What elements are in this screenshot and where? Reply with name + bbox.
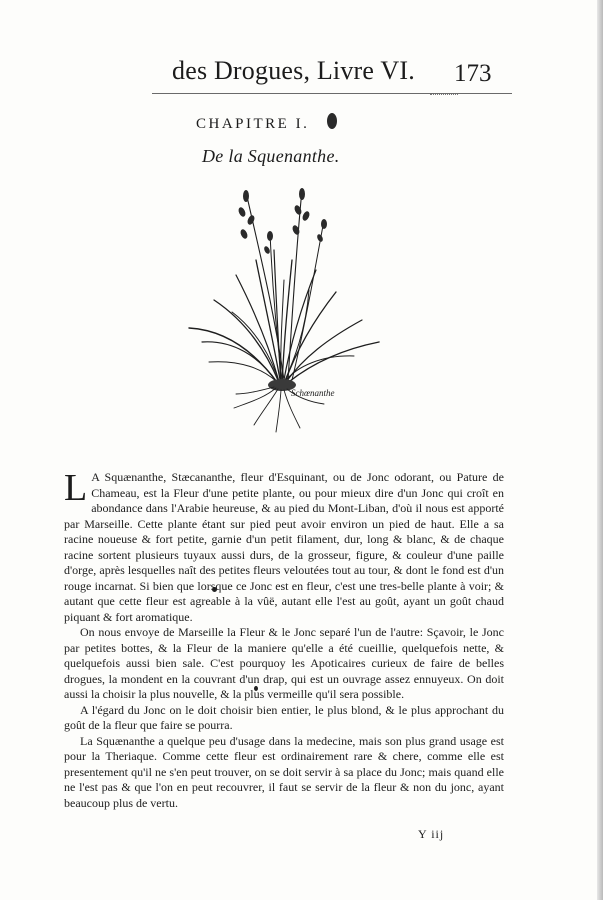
paragraph-3: A l'égard du Jonc on le doit choisir bien entier, le plus blond, & le plus approchant du goût de la fleur que faire se pourra. <box>64 702 504 732</box>
grass-plant-engraving-icon <box>184 180 384 438</box>
header-rule-ornament <box>430 94 458 97</box>
ink-blot <box>327 113 337 129</box>
scan-edge-shadow <box>597 0 603 900</box>
chapter-heading: CHAPITRE I. <box>196 116 310 132</box>
paragraph-1 <box>64 467 504 625</box>
paragraph-2: On nous envoye de Marseille la Fleur & le Jonc separé l'un de l'autre: Sçavoir, le Jonc par petites bottes, & la Fleur de la maniere qu'elle a été cueillie, quelquefois nette, & quelquefois aussi bien sale. C'est pourquoy les Apoticaires curieux de faire de belles drogues, la mondent en la couvrant d'un drap, qui est un ouvrage assez ennuyeux. On doit aussi la choisir la plus nouvelle, & la plus vermeille qu'il sera possible. <box>64 625 504 701</box>
chapter-subtitle: De la Squenanthe. <box>202 146 340 166</box>
signature-mark: Y iij <box>418 827 445 841</box>
drop-cap: L <box>64 467 88 509</box>
paragraph-1-text: A Squænanthe, Stæcananthe, fleur d'Esquinant, ou de Jonc odorant, ou Pature de Chameau, est la Fleur d'une petite plante, ou pour mieux dire d'un Jonc qui croît en abondance dans l'Arabie heureuse, & au pied du Mont-Liban, d'où il nous est apporté par Marseille. Cette plante étant sur pied peut avoir environ un pied de haut. Elle a sa racine noueuse & fort petite, garnie d'un petit filament, dur, long & blanc, & de chaque racine sortent plusieurs tuyaux aussi durs, de la grosseur, figure, & couleur d'une paille d'orge, après lesquelles naît des petites fleurs veloutées tout au tour, & dont le fond est d'un rouge incarnat. Si bien que lorsque ce Jonc est en fleur, c'est une tres-belle plante à voir; & autant que cette fleur est agreable à la vûë, autant elle l'est au goût, ayant un goût chaud piquant & fort aromatique. <box>64 470 504 624</box>
paragraph-4: La Squænanthe a quelque peu d'usage dans la medecine, mais son plus grand usage est pour la Theriaque. Comme cette fleur est ordinairement rare & chere, comme elle est presentement qu'il ne s'en peut trouver, on se doit servir à sa place du Jonc; mais quand elle ne l'est pas & que l'on en peut recouvrer, il faut se servir de la fleur & non du jonc, ayant beaucoup plus de vertu. <box>64 733 504 810</box>
running-head-title: des Drogues, Livre VI. <box>172 56 415 85</box>
article-body <box>64 467 504 811</box>
page-number: 173 <box>454 60 492 87</box>
figure-caption: Schœnanthe <box>291 388 335 398</box>
header-rule <box>152 93 512 94</box>
